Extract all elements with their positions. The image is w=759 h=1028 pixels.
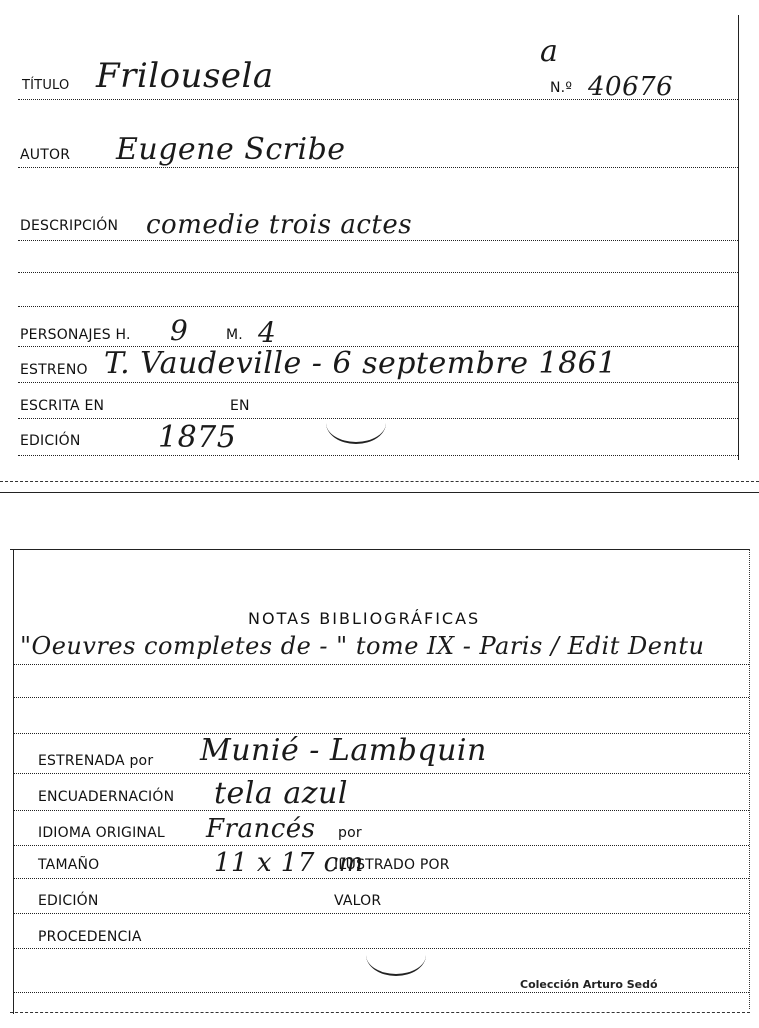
numero-prefix: a <box>540 34 559 69</box>
estrenada-label: ESTRENADA por <box>38 753 154 769</box>
escrita-label: ESCRITA EN <box>20 398 105 414</box>
numero-label: N.º <box>550 80 573 96</box>
edicion2-rule <box>14 913 749 914</box>
notas-value: "Oeuvres completes de - " tome IX - Paris / Edit Dentu <box>20 632 705 660</box>
notas-rule-1 <box>14 664 749 665</box>
encuadernacion-value: tela azul <box>214 776 348 811</box>
card2-edge-right <box>749 549 750 1009</box>
autor-value: Eugene Scribe <box>116 132 346 167</box>
valor-label: VALOR <box>334 893 382 909</box>
estrenada-rule <box>14 773 749 774</box>
notas-heading: NOTAS BIBLIOGRÁFICAS <box>248 609 481 628</box>
edicion-value: 1875 <box>158 420 237 455</box>
encuadernacion-label: ENCUADERNACIÓN <box>38 789 175 805</box>
estrenada-value: Munié - Lambquin <box>200 733 487 768</box>
card2-edge-left <box>13 549 14 1014</box>
collection-footer: Colección Arturo Sedó <box>520 978 658 991</box>
encuadernacion-rule <box>14 810 749 811</box>
tamano-label: TAMAÑO <box>38 857 100 873</box>
card2-bottom-dashes <box>10 1012 750 1013</box>
edicion-label: EDICIÓN <box>20 433 81 449</box>
numero-value: 40676 <box>588 72 674 102</box>
punch-hole-bottom <box>366 934 426 976</box>
escrita-en2-label: EN <box>230 398 250 414</box>
idioma-rule <box>14 845 749 846</box>
ilustrado-label: ILUSTRADO POR <box>334 857 450 873</box>
tamano-value: 11 x 17 cm <box>214 848 364 878</box>
descripcion-label: DESCRIPCIÓN <box>20 218 119 234</box>
titulo-value: Frilousela <box>96 56 274 96</box>
edicion2-label: EDICIÓN <box>38 893 99 909</box>
idioma-label: IDIOMA ORIGINAL <box>38 825 165 841</box>
card2-top-edge <box>10 549 750 550</box>
estreno-value: T. Vaudeville - 6 septembre 1861 <box>104 346 617 381</box>
personajes-m-label: M. <box>226 327 243 343</box>
personajes-label: PERSONAJES H. <box>20 327 131 343</box>
por-label: por <box>338 825 362 841</box>
tamano-rule <box>14 878 749 879</box>
procedencia-label: PROCEDENCIA <box>38 929 142 945</box>
card2-bottom-rule <box>14 992 749 993</box>
descripcion-value: comedie trois actes <box>146 210 413 240</box>
personajes-h-value: 9 <box>170 314 189 347</box>
notas-rule-2 <box>14 697 749 698</box>
idioma-value: Francés <box>206 814 316 844</box>
titulo-label: TÍTULO <box>22 78 70 93</box>
autor-label: AUTOR <box>20 147 71 163</box>
personajes-m-value: 4 <box>258 316 277 349</box>
estreno-label: ESTRENO <box>20 362 88 378</box>
